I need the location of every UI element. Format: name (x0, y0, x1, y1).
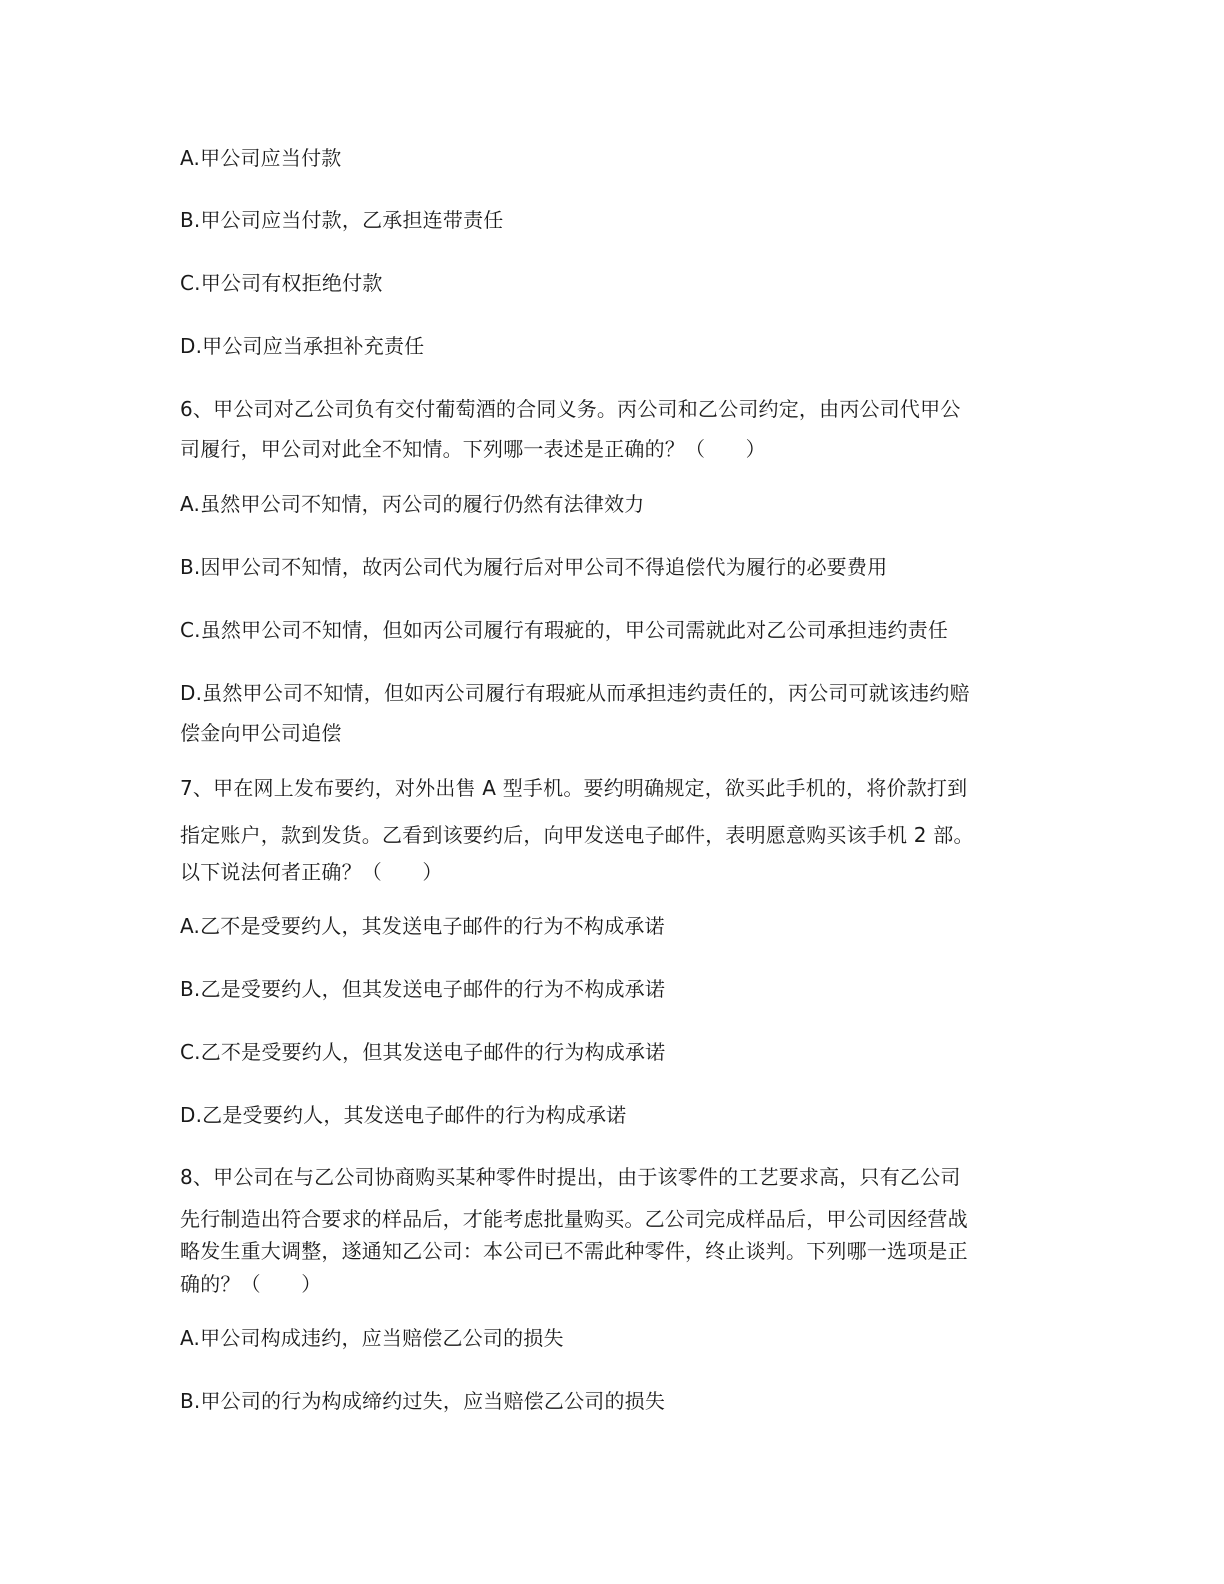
q6-option-c: C.虽然甲公司不知情，但如丙公司履行有瑕疵的，甲公司需就此对乙公司承担违约责任 (180, 618, 949, 642)
q8-stem-line-3: 略发生重大调整，遂通知乙公司：本公司已不需此种零件，终止谈判。下列哪一选项是正 (180, 1239, 968, 1263)
q8-stem-line-4: 确的？（ ） (180, 1272, 322, 1296)
q7-stem-line-1: 7、甲在网上发布要约，对外出售 A 型手机。要约明确规定，欲买此手机的，将价款打到 (180, 776, 968, 800)
q6-option-d-line-1: D.虽然甲公司不知情，但如丙公司履行有瑕疵从而承担违约责任的，丙公司可就该违约赔 (180, 681, 970, 705)
q7-stem-line-3: 以下说法何者正确？（ ） (180, 860, 443, 884)
q6-stem-line-1: 6、甲公司对乙公司负有交付葡萄酒的合同义务。丙公司和乙公司约定，由丙公司代甲公 (180, 397, 961, 421)
q5-option-b: B.甲公司应当付款，乙承担连带责任 (180, 208, 504, 232)
q5-option-c: C.甲公司有权拒绝付款 (180, 271, 383, 295)
q7-option-a: A.乙不是受要约人，其发送电子邮件的行为不构成承诺 (180, 914, 665, 938)
q7-option-b: B.乙是受要约人，但其发送电子邮件的行为不构成承诺 (180, 977, 666, 1001)
q7-option-d: D.乙是受要约人，其发送电子邮件的行为构成承诺 (180, 1103, 627, 1127)
q5-option-d: D.甲公司应当承担补充责任 (180, 334, 425, 358)
q6-option-b: B.因甲公司不知情，故丙公司代为履行后对甲公司不得追偿代为履行的必要费用 (180, 555, 888, 579)
q7-option-c: C.乙不是受要约人，但其发送电子邮件的行为构成承诺 (180, 1040, 666, 1064)
q5-option-a: A.甲公司应当付款 (180, 146, 342, 170)
q8-stem-line-2: 先行制造出符合要求的样品后，才能考虑批量购买。乙公司完成样品后，甲公司因经营战 (180, 1207, 968, 1231)
q6-stem-line-2: 司履行，甲公司对此全不知情。下列哪一表述是正确的？（ ） (180, 437, 766, 461)
q8-stem-line-1: 8、甲公司在与乙公司协商购买某种零件时提出，由于该零件的工艺要求高，只有乙公司 (180, 1165, 961, 1189)
q6-option-a: A.虽然甲公司不知情，丙公司的履行仍然有法律效力 (180, 492, 645, 516)
q6-option-d-line-2: 偿金向甲公司追偿 (180, 721, 342, 745)
q7-stem-line-2: 指定账户，款到发货。乙看到该要约后，向甲发送电子邮件，表明愿意购买该手机 2 部。 (180, 823, 974, 847)
q8-option-b: B.甲公司的行为构成缔约过失，应当赔偿乙公司的损失 (180, 1389, 666, 1413)
q8-option-a: A.甲公司构成违约，应当赔偿乙公司的损失 (180, 1326, 564, 1350)
